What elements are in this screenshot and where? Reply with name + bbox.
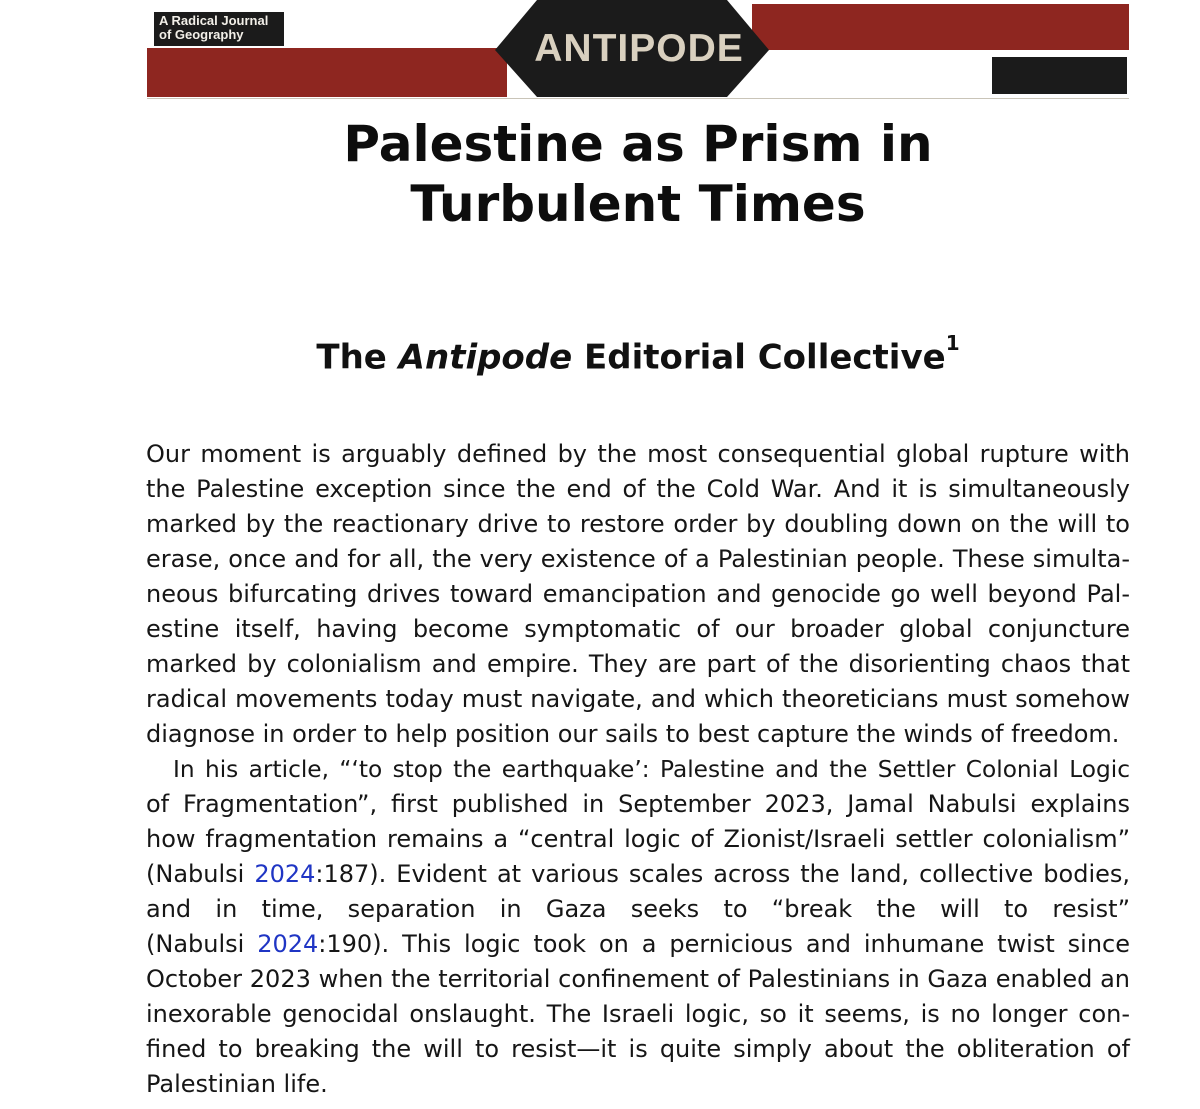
paragraph-2 bbox=[146, 752, 1130, 1102]
text-line-with-citation bbox=[146, 927, 1130, 962]
tagline-line-2: of Geography bbox=[159, 27, 244, 42]
article-body bbox=[146, 437, 1130, 1102]
text-line: marked by colonialism and empire. They are part of the disorienting chaos that bbox=[146, 650, 1130, 678]
journal-logo-text: ANTIPODE bbox=[534, 27, 744, 70]
text-line: fined to breaking the will to resist—it is quite simply about the obliteration of bbox=[146, 1035, 1130, 1063]
title-line-2: Turbulent Times bbox=[410, 175, 866, 233]
text-line: of Fragmentation”, first published in September 2023, Jamal Nabulsi explains bbox=[146, 790, 1130, 818]
text-line: and in time, separation in Gaza seeks to “break the will to resist” bbox=[146, 895, 1130, 923]
journal-tagline bbox=[154, 12, 284, 46]
citation-link-2024[interactable]: 2024 bbox=[254, 860, 316, 888]
text-line: inexorable genocidal onslaught. The Israeli logic, so it seems, is no longer con- bbox=[146, 1000, 1130, 1028]
text-line: how fragmentation remains a “central logic of Zionist/Israeli settler colonialism” bbox=[146, 825, 1130, 853]
text-line: radical movements today must navigate, and which theoreticians must somehow bbox=[146, 685, 1130, 713]
banner-red-right bbox=[752, 4, 1129, 50]
text-line: estine itself, having become symptomatic of our broader global conjuncture bbox=[146, 615, 1130, 643]
tagline-line-1: A Radical Journal bbox=[159, 13, 269, 28]
article-title bbox=[147, 114, 1129, 234]
text-line: Palestinian life. bbox=[146, 1070, 328, 1098]
footnote-marker[interactable]: 1 bbox=[945, 331, 960, 355]
citation-prefix: (Nabulsi bbox=[146, 860, 255, 888]
text-line: Our moment is arguably defined by the most consequential global rupture with bbox=[146, 440, 1130, 468]
text-line: diagnose in order to help position our sails to best capture the winds of freedom. bbox=[146, 720, 1120, 748]
text-line: the Palestine exception since the end of the Cold War. And it is simultaneously bbox=[146, 475, 1130, 503]
citation-link-2024[interactable]: 2024 bbox=[257, 930, 319, 958]
text-line: In his article, “‘to stop the earthquake’: Palestine and the Settler Colonial Logic bbox=[173, 756, 1130, 783]
text-line-with-citation bbox=[146, 857, 1130, 892]
citation-suffix: :187). Evident at various scales across the land, collective bodies, bbox=[315, 860, 1131, 888]
byline-journal-italic: Antipode bbox=[398, 337, 573, 378]
citation-suffix: :190). This logic took on a pernicious and inhumane twist since bbox=[318, 930, 1131, 958]
title-line-1: Palestine as Prism in bbox=[343, 115, 933, 173]
text-line: erase, once and for all, the very existence of a Palestinian people. These simulta- bbox=[146, 545, 1130, 573]
text-line: marked by the reactionary drive to restore order by doubling down on the will to bbox=[146, 510, 1130, 538]
text-line: October 2023 when the territorial confinement of Palestinians in Gaza enabled an bbox=[146, 965, 1130, 993]
citation-prefix: (Nabulsi bbox=[146, 930, 258, 958]
byline-suffix: Editorial Collective bbox=[572, 337, 946, 378]
banner-red-left bbox=[147, 48, 507, 97]
text-line: neous bifurcating drives toward emancipation and genocide go well beyond Pal- bbox=[146, 580, 1130, 608]
byline-prefix: The bbox=[316, 337, 399, 378]
banner-black-box bbox=[992, 57, 1127, 94]
author-byline bbox=[147, 327, 1129, 379]
paragraph-1 bbox=[146, 437, 1130, 752]
